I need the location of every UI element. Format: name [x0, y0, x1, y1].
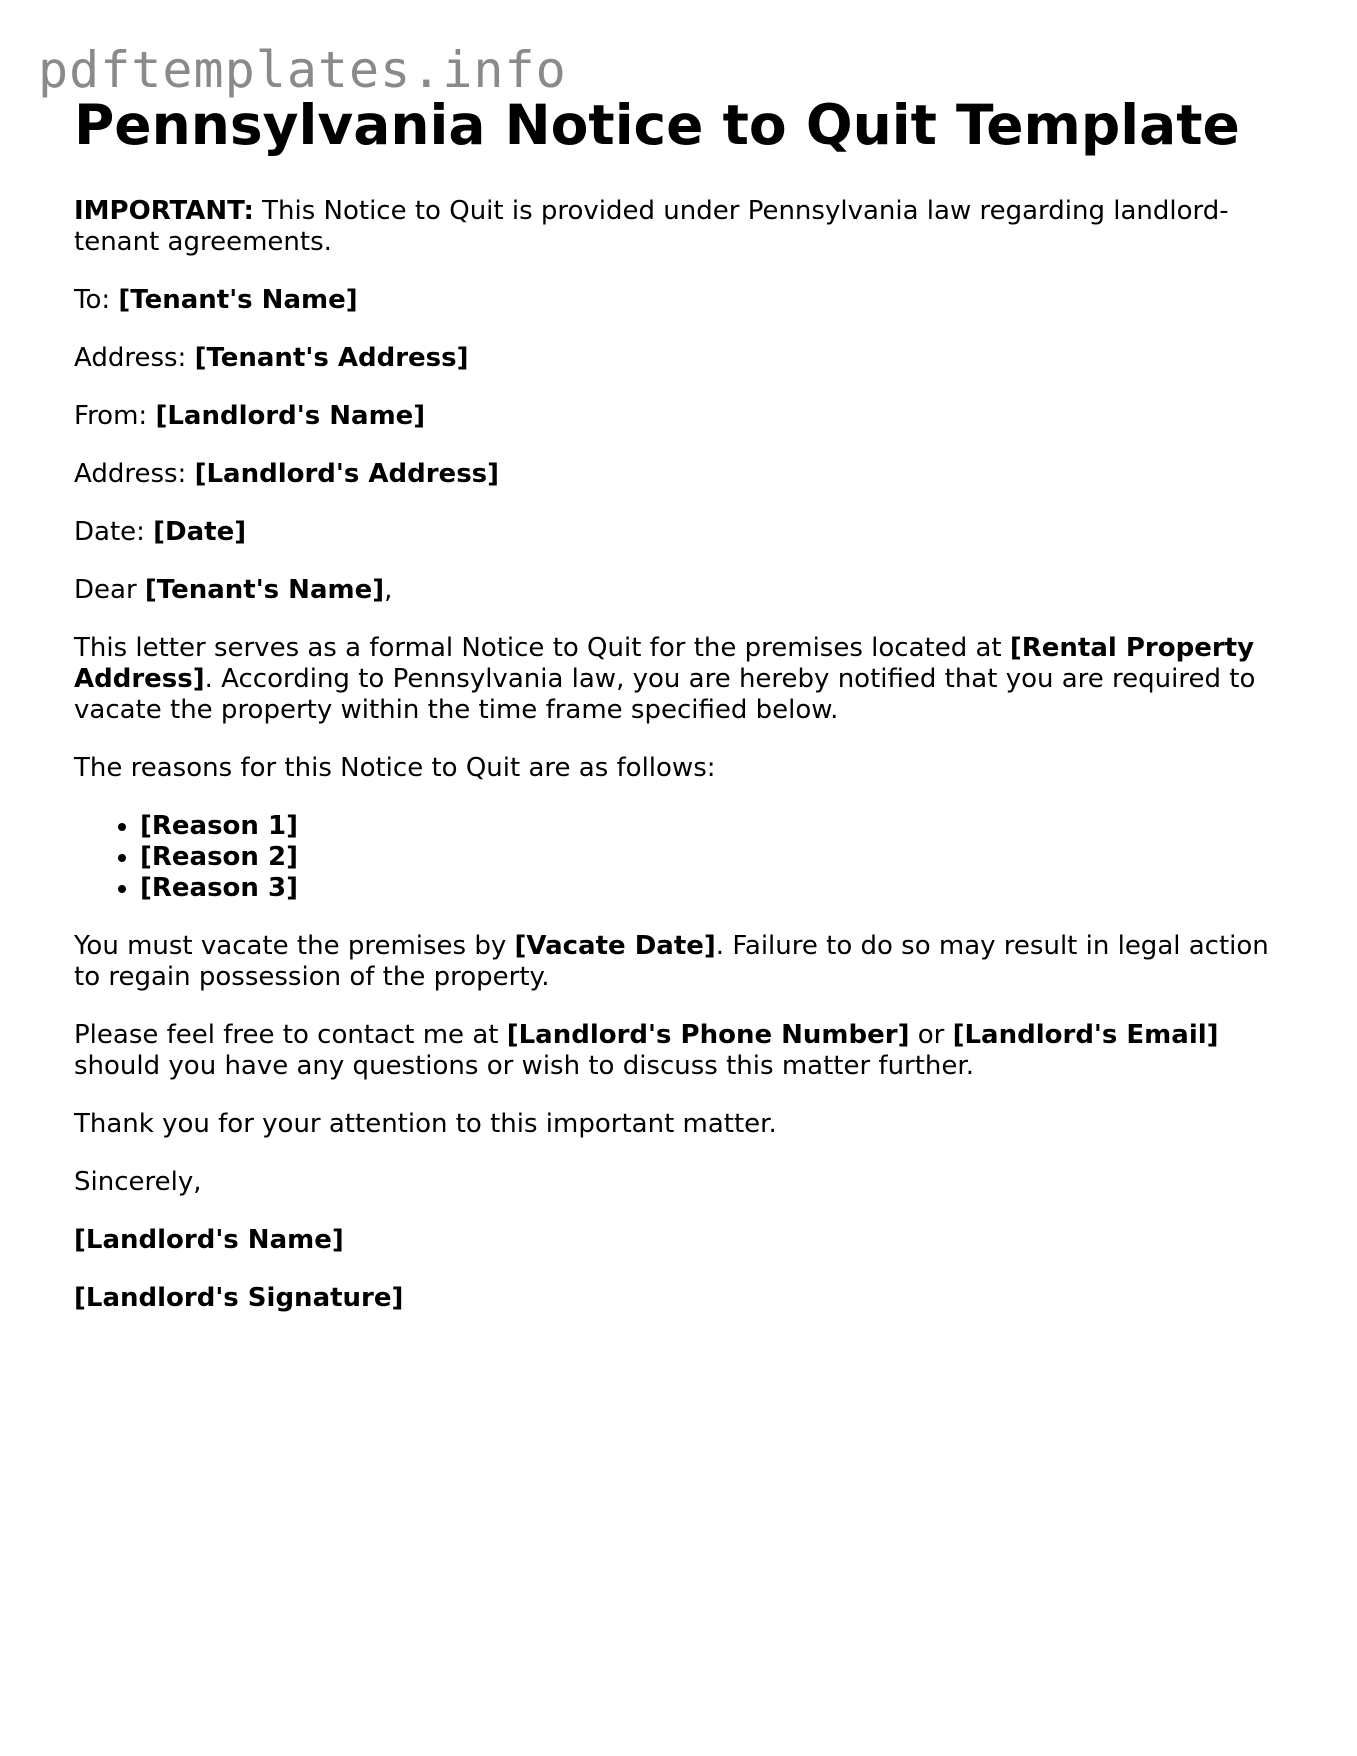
- signature-name-field: [Landlord's Name]: [74, 1225, 344, 1255]
- tenant-address-line: [74, 343, 1294, 374]
- vacate-date-field: [Vacate Date]: [514, 931, 716, 961]
- contact-paragraph: [74, 1020, 1294, 1082]
- thanks-line: Thank you for your attention to this important matter.: [74, 1109, 777, 1139]
- tenant-address-label: Address:: [74, 343, 195, 373]
- important-text: This Notice to Quit is provided under Pennsylvania law regarding landlord-tenant agreements.: [74, 196, 1229, 257]
- from-line: [74, 401, 1294, 432]
- landlord-address-field: [Landlord's Address]: [194, 459, 500, 489]
- salutation: [74, 575, 1294, 606]
- list-item: • [Reason 2]: [140, 842, 1294, 873]
- watermark: pdftemplates.info: [38, 41, 567, 99]
- landlord-phone-field: [Landlord's Phone Number]: [506, 1020, 910, 1050]
- tenant-address-field: [Tenant's Address]: [194, 343, 469, 373]
- vacate-text-1: You must vacate the premises by: [74, 931, 515, 961]
- vacate-text-2: . Failure to do so may result in legal action to regain possession of the property.: [74, 931, 1269, 992]
- salutation-suffix: ,: [384, 575, 393, 605]
- closing-line: Sincerely,: [74, 1167, 202, 1197]
- intro-text-2: . According to Pennsylvania law, you are hereby notified that you are required to vacate the property within the time frame specified below.: [74, 664, 1256, 725]
- landlord-address-label: Address:: [74, 459, 195, 489]
- vacate-paragraph: [74, 931, 1294, 993]
- contact-text-1: Please feel free to contact me at: [74, 1020, 507, 1050]
- landlord-name-field: [Landlord's Name]: [155, 401, 426, 431]
- date-field: [Date]: [153, 517, 247, 547]
- salutation-prefix: Dear: [74, 575, 145, 605]
- date-label: Date:: [74, 517, 154, 547]
- from-label: From:: [74, 401, 156, 431]
- reasons-list: [74, 811, 1294, 904]
- signature-line: [74, 1283, 1294, 1314]
- document-page: [74, 90, 1294, 1341]
- landlord-email-field: [Landlord's Email]: [952, 1020, 1219, 1050]
- tenant-name-field: [Tenant's Name]: [118, 285, 358, 315]
- contact-text-2: or: [909, 1020, 953, 1050]
- salutation-tenant-name: [Tenant's Name]: [144, 575, 385, 605]
- landlord-address-line: [74, 459, 1294, 490]
- intro-text-1: This letter serves as a formal Notice to Quit for the premises located at: [74, 633, 1010, 663]
- important-notice: [74, 196, 1294, 258]
- list-item: • [Reason 1]: [140, 811, 1294, 842]
- to-line: [74, 285, 1294, 316]
- contact-text-3: should you have any questions or wish to discuss this matter further.: [74, 1051, 974, 1081]
- important-label: IMPORTANT:: [74, 196, 254, 226]
- list-item: • [Reason 3]: [140, 873, 1294, 904]
- intro-paragraph: [74, 633, 1294, 726]
- signature-field: [Landlord's Signature]: [74, 1283, 404, 1313]
- date-line: [74, 517, 1294, 548]
- page-title: Pennsylvania Notice to Quit Template: [74, 93, 1240, 157]
- rental-property-field: [Rental Property Address]: [74, 633, 1255, 694]
- signature-name-line: [74, 1225, 1294, 1256]
- to-label: To:: [74, 285, 119, 315]
- reasons-intro: The reasons for this Notice to Quit are as follows:: [74, 753, 716, 783]
